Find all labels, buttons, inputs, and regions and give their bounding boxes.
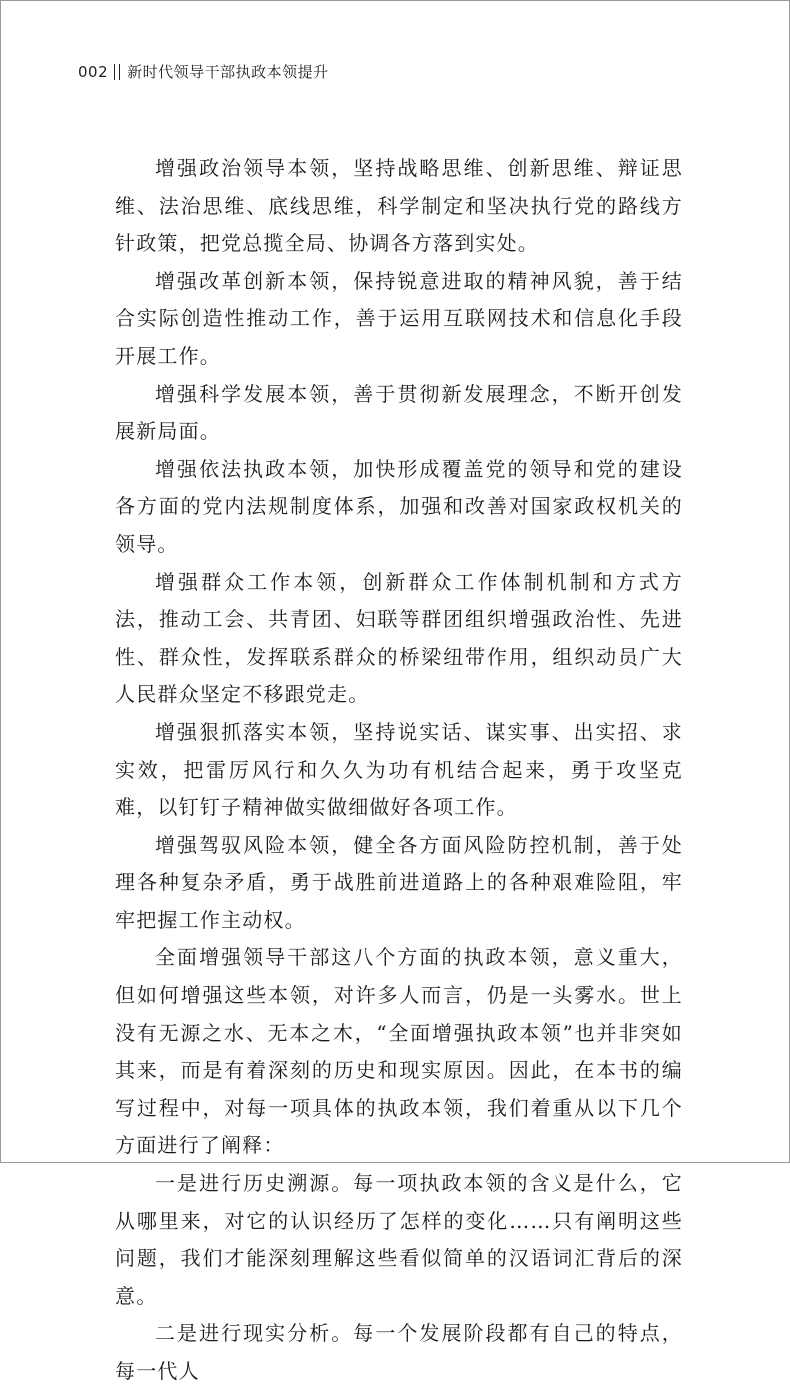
paragraph: 一是进行历史溯源。每一项执政本领的含义是什么，它从哪里来，对它的认识经历了怎样的变化……只有阐明这些问题，我们才能深刻理解这些看似简单的汉语词汇背后的深意。 [115, 1171, 683, 1308]
page-number: 002 [78, 62, 109, 81]
body-text [115, 150, 683, 1391]
paragraph: 增强依法执政本领，加快形成覆盖党的领导和党的建设各方面的党内法规制度体系，加强和改善对国家政权机关的领导。 [115, 456, 683, 556]
paragraph: 增强科学发展本领，善于贯彻新发展理念，不断开创发展新局面。 [115, 381, 683, 444]
book-title: 新时代领导干部执政本领提升 [127, 63, 329, 81]
paragraph: 增强政治领导本领，坚持战略思维、创新思维、辩证思维、法治思维、底线思维，科学制定和坚决执行党的路线方针政策，把党总揽全局、协调各方落到实处。 [115, 156, 683, 256]
paragraph: 增强改革创新本领，保持锐意进取的精神风貌，善于结合实际创造性推动工作，善于运用互联网技术和信息化手段开展工作。 [115, 268, 683, 368]
running-head [78, 61, 329, 82]
paragraph: 全面增强领导干部这八个方面的执政本领，意义重大，但如何增强这些本领，对许多人而言，仍是一头雾水。世上没有无源之水、无本之木，“全面增强执政本领”也并非突如其来，而是有着深刻的历史和现实原因。因此，在本书的编写过程中，对每一项具体的执政本领，我们着重从以下几个方面进行了阐释： [115, 945, 683, 1158]
paragraph: 增强狠抓落实本领，坚持说实话、谋实事、出实招、求实效，把雷厉风行和久久为功有机结合起来，勇于攻坚克难，以钉钉子精神做实做细做好各项工作。 [115, 719, 683, 820]
paragraph: 增强驾驭风险本领，健全各方面风险防控机制，善于处理各种复杂矛盾，勇于战胜前进道路上的各种艰难险阻，牢牢把握工作主动权。 [115, 832, 683, 932]
header-separator [114, 64, 120, 80]
paragraph: 二是进行现实分析。每一个发展阶段都有自己的特点，每一代人 [115, 1321, 683, 1383]
paragraph: 增强群众工作本领，创新群众工作体制机制和方式方法，推动工会、共青团、妇联等群团组织增强政治性、先进性、群众性，发挥联系群众的桥梁纽带作用，组织动员广大人民群众坚定不移跟党走。 [115, 569, 683, 707]
